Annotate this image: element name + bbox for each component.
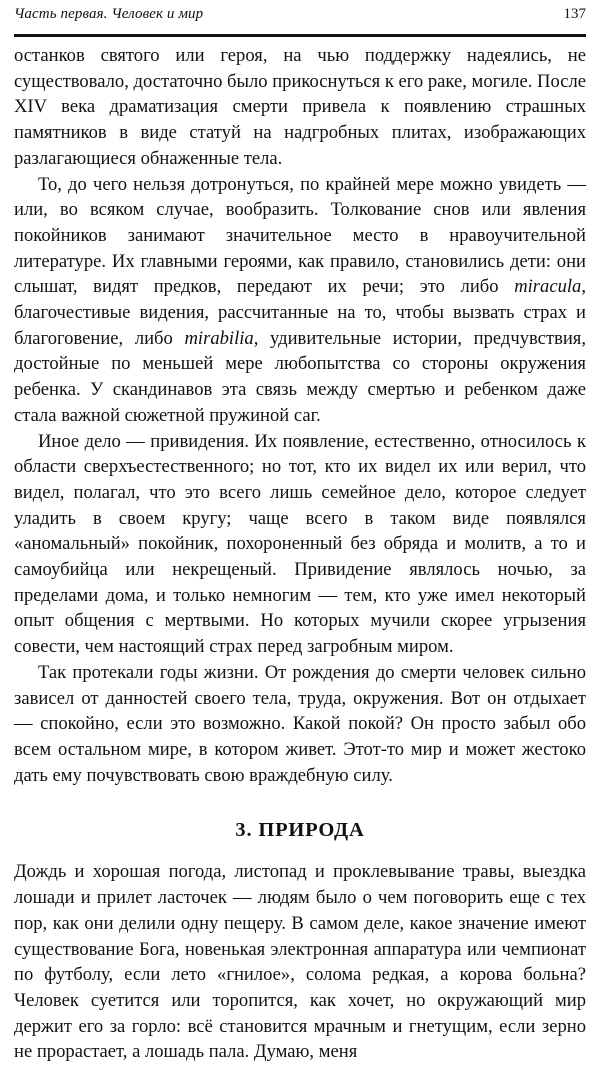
paragraph-2-part-2: , благочестивые видения, рассчитанные на то, чтобы вызвать страх и благоговение, либо xyxy=(14,276,586,349)
page-header xyxy=(14,6,586,30)
page-number: 137 xyxy=(563,6,586,22)
header-rule xyxy=(14,34,586,37)
paragraph-1: останков святого или героя, на чью поддержку надеялись, не существовало, достаточно было прикоснуться к его раке, могиле. После XIV века драматизация смерти привела к появлению страшных памятников в виде статуй на надгробных плитах, изображающих разлагающиеся обнаженные тела. xyxy=(14,45,586,169)
book-page xyxy=(14,6,586,1065)
running-title: Часть первая. Человек и мир xyxy=(14,6,204,22)
paragraph-2-part-1: То, до чего нельзя дотронуться, по крайней мере можно увидеть — или, во всяком случае, вообразить. Толкование снов или явления покойников занимают значительное место в нравоучительной литературе. Их главными героями, как правило, становились дети: они слышат, видят предков, передают их речи; это либо xyxy=(14,173,586,298)
term-mirabilia: mirabilia xyxy=(184,327,254,349)
term-miracula: miracula xyxy=(514,276,582,298)
section-heading: 3. ПРИРОДА xyxy=(235,819,365,842)
paragraph-2-part-3: , удивительные истории, предчувствия, достойные по меньшей мере любопытства со стороны окружения ребенка. У скандинавов эта связь между смертью и ребенком даже стала важной сюжетной пружиной саг. xyxy=(14,327,586,426)
section-paragraph: Дождь и хорошая погода, листопад и проклевывание травы, выездка лошади и прилет ласточек — людям было о чем поговорить еще с тех пор, как они делили одну пещеру. В самом деле, какое значение имеют существование Бога, новенькая электронная аппаратура или чемпионат по футболу, если лето «гнилое», солома редкая, а корова больна? Человек суетится или торопится, как хочет, но окружающий мир держит его за горло: всё становится мрачным и гнетущим, если зерно не прорастает, а лошадь пала. Думаю, меня xyxy=(14,861,586,1063)
paragraph-2 xyxy=(14,172,586,429)
body-text xyxy=(14,43,586,1065)
paragraph-3: Иное дело — привидения. Их появление, естественно, относилось к области сверхъестественного; но тот, кто их видел их или верил, что видел, полагал, что это всего лишь семейное дело, которое следует уладить в своем кругу; чаще всего в таком виде появлялся «аномальный» покойник, похороненный без обряда и молитв, а то и самоубийца или некрещеный. Привидение являлось ночью, за пределами дома, и только немногим — тем, кто уже имел некоторый опыт общения с мертвыми. Но которых мучили скорее угрызения совести, чем настоящий страх перед загробным миром. xyxy=(14,430,586,658)
paragraph-4: Так протекали годы жизни. От рождения до смерти человек сильно зависел от данностей своего тела, труда, окружения. Вот он отдыхает — спокойно, если это возможно. Какой покой? Он просто забыл обо всем остальном мире, в котором живет. Этот-то мир и может жестоко дать ему почувствовать свою враждебную силу. xyxy=(14,661,586,786)
